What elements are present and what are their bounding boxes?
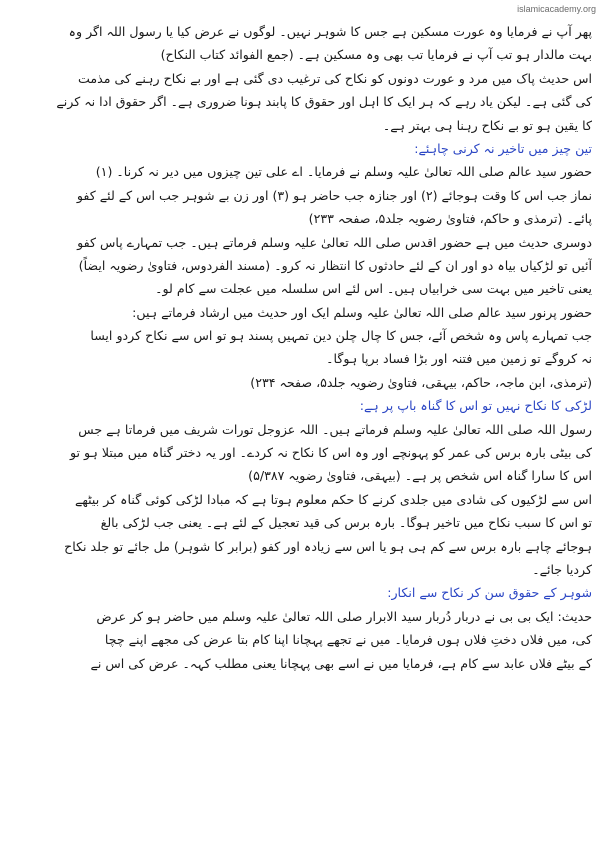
text-line: کے بیٹے فلاں عابد سے کام ہے، فرمایا میں نے اسے بھی پہچانا یعنی مطلب کہہ۔ عرض کی اس نے	[90, 655, 592, 671]
text-line: تو اس کا سبب نکاح میں تاخیر ہوگا۔ بارہ برس کی قید تعجیل کے لئے ہے۔ یعنی جب لڑکی بالغ	[100, 515, 592, 531]
text-line: حضور پرنور سید عالم صلی اللہ تعالیٰ علیہ وسلم ایک اور حدیث میں ارشاد فرماتے ہیں:	[132, 304, 592, 320]
text-line: نماز جب اس کا وقت ہوجائے (۲) اور جنازہ جب حاضر ہو (۳) اور زن بے شوہر جب اس کے لئے کفو	[76, 187, 592, 203]
text-line: پھر آپ نے فرمایا وہ عورت مسکین ہے جس کا شوہر نہیں۔ لوگوں نے عرض کیا یا رسول اللہ اگر وہ	[68, 24, 592, 39]
text-line: رسول اللہ صلی اللہ تعالیٰ علیہ وسلم فرماتے ہیں۔ اللہ عزوجل تورات شریف میں فرماتا ہے جس	[78, 421, 592, 437]
document-page	[8, 20, 592, 675]
text-line: (ترمذی، ابن ماجہ، حاکم، بیہقی، فتاویٰ رضویہ جلد۵، صفحہ ۲۳۴)	[250, 374, 592, 390]
text-line: حضور سید عالم صلی اللہ تعالیٰ علیہ وسلم نے فرمایا۔ اے علی تین چیزوں میں دیر نہ کرنا۔ (۱)	[95, 164, 592, 180]
text-line: کردیا جائے۔	[532, 561, 592, 577]
section-heading: شوہر کے حقوق سن کر نکاح سے انکار:	[387, 585, 592, 601]
text-line: دوسری حدیث میں ہے حضور اقدس صلی اللہ تعالیٰ علیہ وسلم فرماتے ہیں۔ جب تمہارے پاس کفو	[77, 234, 592, 250]
text-line: اس حدیث پاک میں مرد و عورت دونوں کو نکاح کی ترغیب دی گئی ہے اور بے نکاح رہنے کی مذمت	[78, 70, 592, 86]
text-line: نہ کروگے تو زمین میں فتنہ اور بڑا فساد برپا ہوگا۔	[326, 351, 592, 367]
text-line: یعنی تاخیر میں بہت سی خرابیاں ہیں۔ اس لئے اس سلسلہ میں عجلت سے کام لو۔	[155, 281, 592, 297]
text-line: حدیث: ایک بی بی نے دربار دُربار سید الابرار صلی اللہ تعالیٰ علیہ وسلم میں حاضر ہو کر عرض	[96, 608, 592, 624]
text-line: اس سے لڑکیوں کی شادی میں جلدی کرنے کا حکم معلوم ہوتا ہے کہ مبادا لڑکی کوئی گناہ کر بیٹھے	[74, 491, 592, 507]
text-line: جب تمہارے پاس وہ شخص آئے، جس کا چال چلن دین تمہیں پسند ہو تو اس سے نکاح کردو ایسا	[90, 328, 592, 344]
section-heading: لڑکی کا نکاح نہیں تو اس کا گناہ باپ پر ہے:	[359, 398, 592, 414]
text-line: ہوجائے چاہے بارہ برس سے کم ہی ہو یا اس سے زیادہ اور کفو (برابر کا شوہر) مل جائے تو جلد نکاح	[64, 538, 592, 554]
section-heading: تین چیز میں تاخیر نہ کرنی چاہئے:	[414, 140, 592, 156]
text-line: اس کا سارا گناہ اس شخص پر ہے۔ (بیہقی، فتاویٰ رضویہ ۵/۳۸۷)	[248, 468, 592, 484]
text-line: پائے۔ (ترمذی و حاکم، فتاویٰ رضویہ جلد۵، صفحہ ۲۳۳)	[308, 211, 592, 227]
text-line: آئیں تو لڑکیاں بیاہ دو اور ان کے لئے حادثوں کا انتظار نہ کرو۔ (مسند الفردوس، فتاویٰ رضویہ ایضاً)	[78, 257, 592, 273]
text-line: کی گئی ہے۔ لیکن یاد رہے کہ ہر ایک کا اہل اور حقوق کا پابند ہونا ضروری ہے۔ اگر حقوق ادا نہ کرنے	[56, 94, 592, 110]
text-line: کا یقین ہو تو بے نکاح رہنا ہی بہتر ہے۔	[382, 117, 592, 133]
text-line: بہت مالدار ہو تب آپ نے فرمایا تب بھی وہ مسکین ہے۔ (جمع الفوائد کتاب النکاح)	[160, 47, 592, 63]
text-line: کی، میں فلاں دختِ فلاں ہوں فرمایا۔ میں نے تجھے پہچانا اپنا کام بتا عرض کی مجھے اپنے چچا	[104, 632, 592, 648]
site-watermark: islamicacademy.org	[517, 4, 596, 14]
text-line: کی بیٹی بارہ برس کی عمر کو پہونچے اور وہ اس کا نکاح نہ کردے۔ اور یہ دختر گناہ میں مبتلا ہو تو	[70, 445, 592, 461]
